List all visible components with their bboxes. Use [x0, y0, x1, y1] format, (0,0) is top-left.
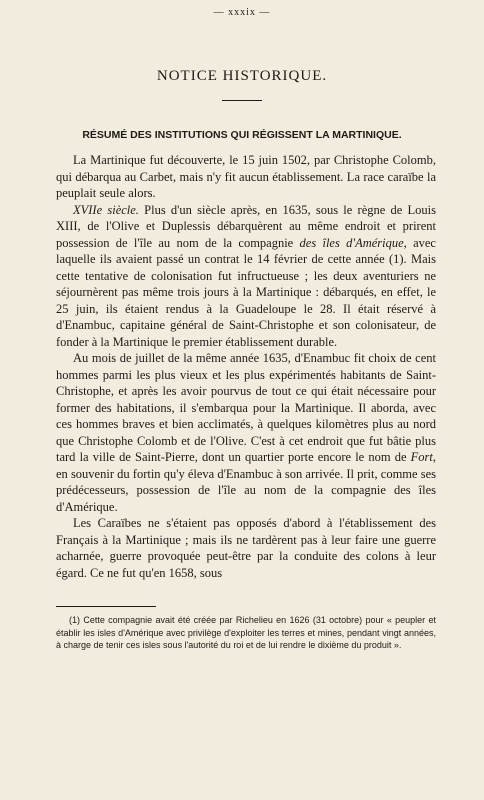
paragraph-3: [56, 350, 436, 515]
paragraph-3-text-b: , en souvenir du fortin qu'y éleva d'Enambuc à son arrivée. Il prit, comme ses prédécesseurs, possession de l'île au nom de la compagnie des îles d'Amérique.: [56, 450, 436, 514]
paragraph-2: [56, 202, 436, 351]
paragraph-3-text-a: Au mois de juillet de la même année 1635, d'Enambuc fit choix de cent hommes parmi les plus vieux et les plus expérimentés habitants de Saint-Christophe, et après les avoir pourvus de tout ce qui était nécessaire pour former des habitations, il s'embarqua pour la Martinique. Il aborda, avec ces hommes braves et bien acclimatés, à quelques kilomètres plus au nord que Christophe Colomb et de l'Olive. C'est à cet endroit que fut bâtie plus tard la ville de Saint-Pierre, dont un quartier porte encore le nom de: [56, 351, 436, 464]
paragraph-1: La Martinique fut découverte, le 15 juin 1502, par Christophe Colomb, qui débarqua au Carbet, mais n'y fit aucun établissement. La race caraïbe la peuplait seule alors.: [56, 153, 436, 200]
title-divider: [222, 100, 262, 101]
body-text: [56, 152, 436, 581]
footnote: (1) Cette compagnie avait été créée par Richelieu en 1626 (31 octobre) pour « peupler et établir les isles d'Amérique avec privilège d'exploiter les terres et mines, pendant vingt années, à charge de tenir ces isles sous l'autorité du roi et de lui rendre le dixième du produit ».: [56, 615, 436, 650]
page-title: NOTICE HISTORIQUE.: [156, 68, 328, 84]
section-subtitle: RÉSUMÉ DES INSTITUTIONS QUI RÉGISSENT LA MARTINIQUE.: [82, 129, 402, 141]
footnote-divider: [56, 606, 156, 607]
paragraph-2-emphasis: des îles d'Amérique: [299, 235, 404, 250]
paragraph-2-heading: XVIIe siècle.: [73, 202, 139, 217]
paragraph-2-text-b: , avec laquelle ils avaient passé un contrat le 14 février de cette année (1). Mais cette tentative de colonisation fut infructueuse ; les deux aventuriers ne séjournèrent pas même trois jours à la Martinique : débarqués, en effet, le 25 juin, ils étaient rendus à la Guadeloupe le 28. Il était réservé à d'Enambuc, capitaine général de Saint-Christophe et son colonisateur, de fonder à la Martinique le premier établissement durable.: [56, 235, 436, 349]
page-number: — xxxix —: [213, 7, 271, 18]
paragraph-4: Les Caraïbes ne s'étaient pas opposés d'abord à l'établissement des Français à la Martinique ; mais ils ne tardèrent pas à leur faire une guerre acharnée, guerre provoquée peut-être par la conduite des colons à leur égard. Ce ne fut qu'en 1658, sous: [56, 516, 436, 580]
paragraph-2-text-a: Plus d'un siècle après, en 1635, sous le règne de Louis XIII, de l'Olive et Duplessis débarquèrent au même endroit et prirent possession de l'île au nom de la compagnie: [56, 202, 436, 250]
paragraph-3-emphasis: Fort: [410, 450, 433, 464]
